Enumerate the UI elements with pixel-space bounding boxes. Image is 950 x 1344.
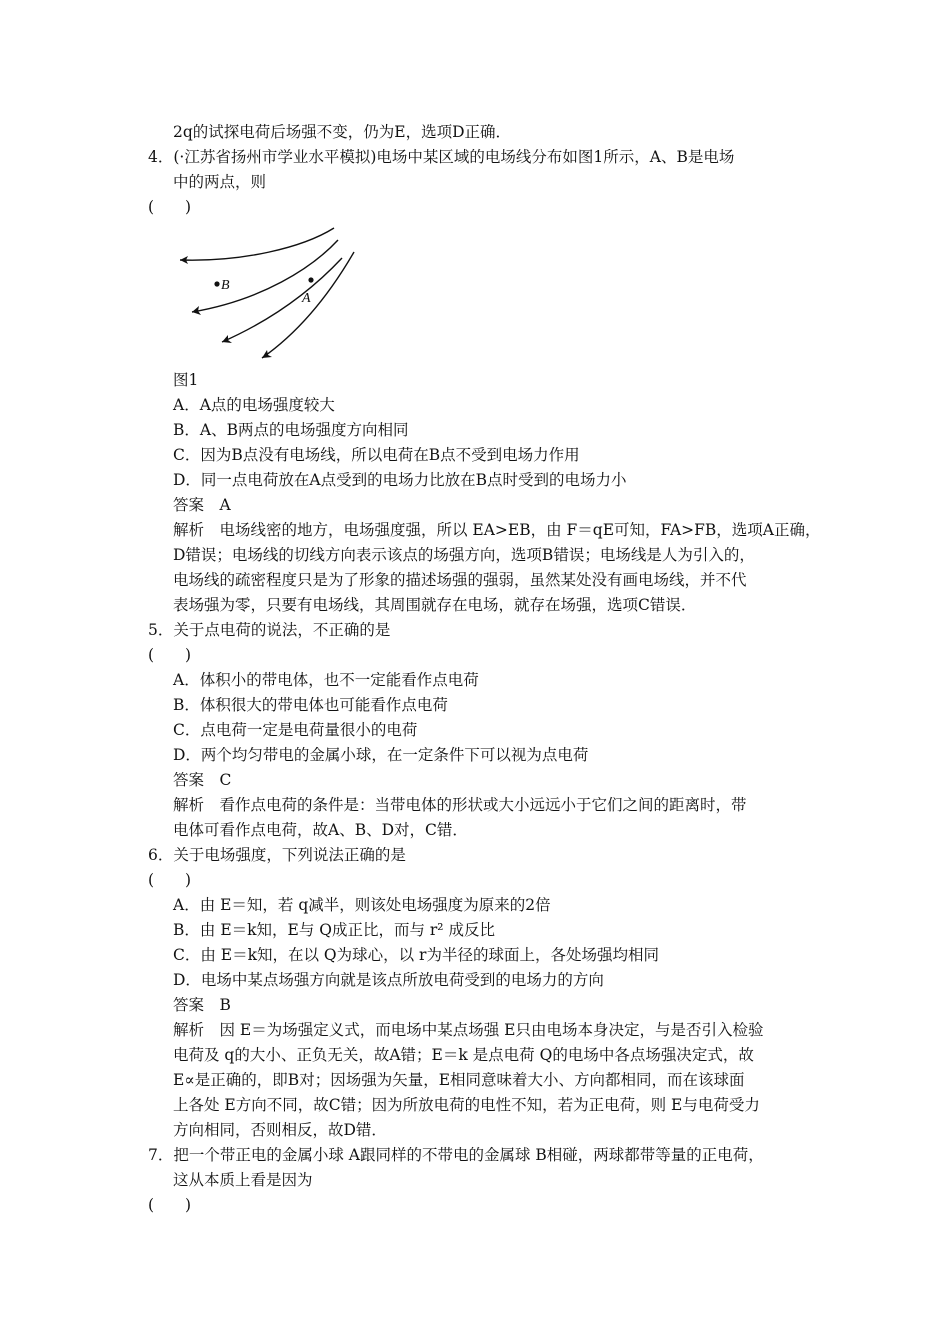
analysis: 解析 电场线密的地方，电场强度强，所以 EA>EB，由 F＝qE可知，FA>FB，选项A正确， bbox=[173, 521, 821, 539]
question-5-stem: 5．关于点电荷的说法，不正确的是 bbox=[148, 621, 391, 639]
answer-blank: ( ) bbox=[148, 1196, 192, 1214]
analysis: D错误；电场线的切线方向表示该点的场强方向，选项B错误；电场线是人为引入的， bbox=[173, 546, 755, 564]
answer: 答案 C bbox=[173, 771, 232, 789]
option-d: D．电场中某点场强方向就是该点所放电荷受到的电场力的方向 bbox=[173, 971, 604, 989]
field-lines-diagram bbox=[172, 220, 362, 368]
answer-blank: ( ) bbox=[148, 198, 192, 216]
option-c: C．由 E＝k知，在以 Q为球心，以 r为半径的球面上，各处场强均相同 bbox=[173, 946, 659, 964]
field-line bbox=[180, 228, 334, 260]
option-c: C．点电荷一定是电荷量很小的电荷 bbox=[173, 721, 418, 739]
figure-caption: 图1 bbox=[173, 371, 199, 389]
option-b: B．体积很大的带电体也可能看作点电荷 bbox=[173, 696, 448, 714]
text-line: 中的两点，则 bbox=[173, 173, 267, 191]
analysis: 方向相同，否则相反，故D错． bbox=[173, 1121, 387, 1139]
option-b: B．A、B两点的电场强度方向相同 bbox=[173, 421, 409, 439]
option-a: A．由 E＝知，若 q减半，则该处电场强度为原来的2倍 bbox=[173, 896, 551, 914]
arrow-head bbox=[222, 335, 232, 343]
option-c: C．因为B点没有电场线，所以电荷在B点不受到电场力作用 bbox=[173, 446, 580, 464]
analysis: 电荷及 q的大小、正负无关，故A错；E＝k 是点电荷 Q的电场中各点场强决定式，故 bbox=[173, 1046, 754, 1064]
text-line: 这从本质上看是因为 bbox=[173, 1171, 313, 1189]
analysis: 上各处 E方向不同，故C错；因为所放电荷的电性不知，若为正电荷，则 E与电荷受力 bbox=[173, 1096, 760, 1114]
answer-blank: ( ) bbox=[148, 871, 192, 889]
point-b-label: B bbox=[221, 278, 230, 293]
option-d: D．同一点电荷放在A点受到的电场力比放在B点时受到的电场力小 bbox=[173, 471, 627, 489]
option-a: A．体积小的带电体，也不一定能看作点电荷 bbox=[173, 671, 479, 689]
analysis: 电场线的疏密程度只是为了形象的描述场强的强弱，虽然某处没有画电场线，并不代 bbox=[173, 571, 747, 589]
question-4-stem: 4．(·江苏省扬州市学业水平模拟)电场中某区域的电场线分布如图1所示，A、B是电场 bbox=[148, 148, 735, 166]
option-a: A．A点的电场强度较大 bbox=[173, 396, 335, 414]
option-d: D．两个均匀带电的金属小球，在一定条件下可以视为点电荷 bbox=[173, 746, 589, 764]
answer: 答案 A bbox=[173, 496, 231, 514]
analysis: 解析 因 E＝为场强定义式，而电场中某点场强 E只由电场本身决定，与是否引入检验 bbox=[173, 1021, 764, 1039]
analysis: E∝是正确的，即B对；因场强为矢量，E相同意味着大小、方向都相同，而在该球面 bbox=[173, 1071, 745, 1089]
analysis: 电体可看作点电荷，故A、B、D对，C错． bbox=[173, 821, 468, 839]
point-a-dot bbox=[308, 277, 313, 282]
option-b: B．由 E＝k知，E与 Q成正比，而与 r² 成反比 bbox=[173, 921, 495, 939]
text-line: 2q的试探电荷后场强不变，仍为E，选项D正确． bbox=[173, 123, 512, 141]
question-7-stem: 7．把一个带正电的金属小球 A跟同样的不带电的金属球 B相碰，两球都带等量的正电荷， bbox=[148, 1146, 764, 1164]
question-6-stem: 6．关于电场强度，下列说法正确的是 bbox=[148, 846, 406, 864]
field-line bbox=[192, 240, 338, 312]
point-b-dot bbox=[214, 281, 219, 286]
answer: 答案 B bbox=[173, 996, 231, 1014]
electric-field-lines-figure bbox=[172, 220, 362, 368]
analysis: 表场强为零，只要有电场线，其周围就存在电场，就存在场强，选项C错误． bbox=[173, 596, 697, 614]
answer-blank: ( ) bbox=[148, 646, 192, 664]
point-a-label: A bbox=[302, 291, 311, 306]
analysis: 解析 看作点电荷的条件是：当带电体的形状或大小远远小于它们之间的距离时，带 bbox=[173, 796, 747, 814]
